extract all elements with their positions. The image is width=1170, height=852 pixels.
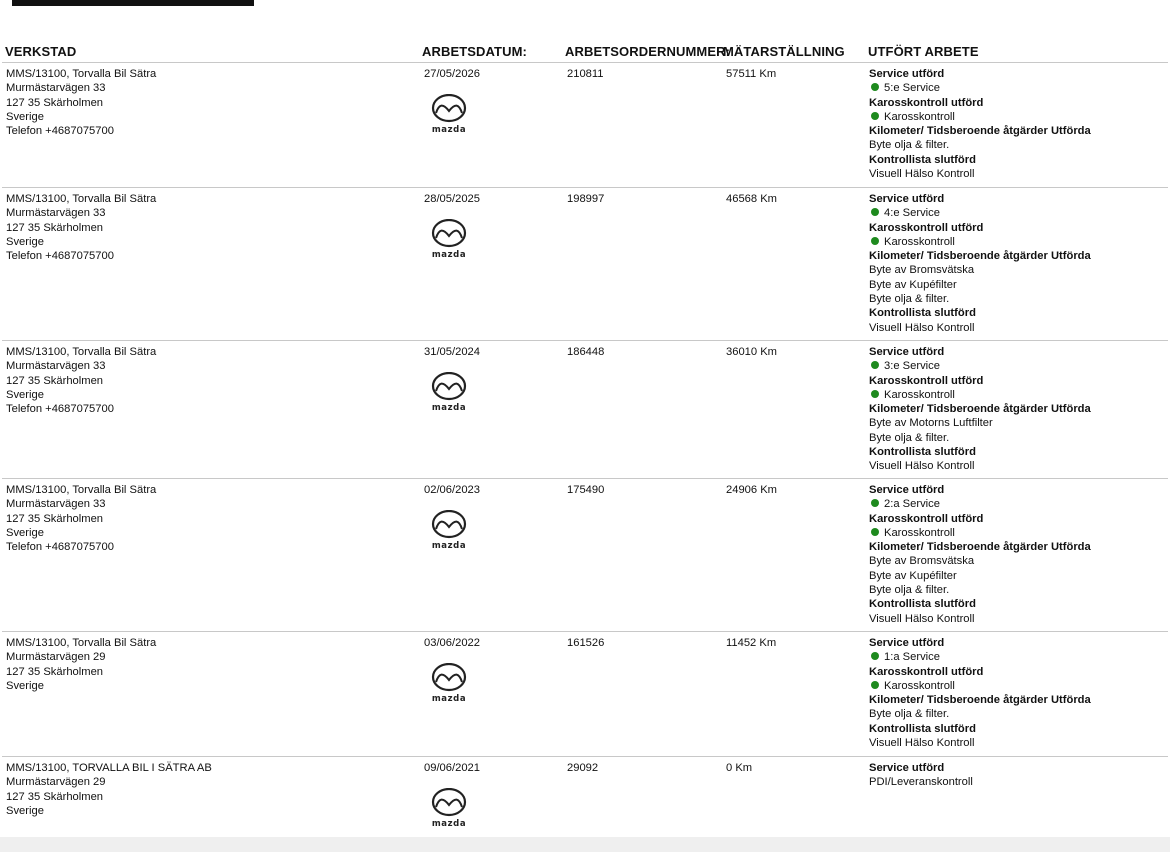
work-performed (869, 67, 1091, 181)
work-item: Kilometer/ Tidsberoende åtgärder Utförda (869, 541, 1091, 554)
work-item-status (869, 110, 1091, 124)
workshop-line: MMS/13100, Torvalla Bil Sätra (6, 484, 157, 496)
mazda-wordmark: mazda (431, 541, 467, 551)
workshop-line: Telefon +4687075700 (6, 250, 114, 263)
workshop-line: Murmästarvägen 33 (6, 82, 106, 95)
work-item: Byte av Bromsvätska (869, 555, 975, 568)
table-row (2, 756, 1168, 838)
work-item: Kontrollista slutförd (869, 153, 976, 166)
mazda-logo-icon (422, 94, 476, 136)
workshop-address (6, 761, 212, 818)
work-date: 27/05/2026 (424, 68, 480, 80)
brand-logo (422, 663, 476, 705)
brand-logo (422, 219, 476, 261)
work-item: Byte olja & filter. (869, 431, 950, 444)
header-arbetsdatum: ARBETSDATUM: (422, 44, 527, 59)
workshop-line: 127 35 Skärholmen (6, 221, 104, 234)
odometer-reading: 24906 Km (726, 484, 777, 496)
work-item: Visuell Hälso Kontroll (869, 737, 975, 750)
workshop-address (6, 192, 156, 263)
workshop-address (6, 345, 156, 416)
work-order-number: 161526 (567, 637, 605, 649)
work-item: Kontrollista slutförd (869, 307, 976, 320)
mazda-wordmark: mazda (431, 694, 467, 704)
work-performed (869, 192, 1091, 335)
work-item-status (869, 650, 1091, 664)
table-row (2, 340, 1168, 479)
mazda-wordmark: mazda (431, 250, 467, 260)
brand-logo (422, 94, 476, 136)
brand-logo (422, 372, 476, 414)
brand-logo (422, 788, 476, 830)
work-item: Kilometer/ Tidsberoende åtgärder Utförda (869, 250, 1091, 263)
work-item: Service utförd (869, 637, 945, 649)
header-arbetsordernummer: ARBETSORDERNUMMER: (565, 44, 731, 59)
work-order-number: 186448 (567, 346, 605, 358)
work-item-status (869, 526, 1091, 540)
work-item: Service utförd (869, 68, 945, 80)
green-status-dot-icon (871, 390, 879, 398)
odometer-reading: 0 Km (726, 762, 753, 774)
work-item-status (869, 81, 1091, 95)
work-item: Karosskontroll utförd (869, 221, 984, 234)
header-matarstallning: MÄTARSTÄLLNING (723, 44, 845, 59)
work-item-status (869, 497, 1091, 511)
work-item: Karosskontroll utförd (869, 374, 984, 387)
work-item: Service utförd (869, 346, 945, 358)
workshop-address (6, 67, 156, 138)
work-item: Visuell Hälso Kontroll (869, 612, 975, 625)
work-item-label: Karosskontroll (884, 235, 955, 248)
work-item-status (869, 679, 1091, 693)
work-item: Visuell Hälso Kontroll (869, 168, 975, 181)
work-item-status (869, 388, 1091, 402)
workshop-line: MMS/13100, Torvalla Bil Sätra (6, 637, 157, 649)
work-item: Byte olja & filter. (869, 584, 950, 597)
work-item: Karosskontroll utförd (869, 96, 984, 109)
green-status-dot-icon (871, 681, 879, 689)
mazda-logo-icon (422, 219, 476, 261)
table-row (2, 478, 1168, 632)
work-item: Byte av Kupéfilter (869, 278, 957, 291)
workshop-line: Murmästarvägen 33 (6, 360, 106, 373)
work-item-label: Karosskontroll (884, 526, 955, 539)
work-item: Byte av Motorns Luftfilter (869, 417, 993, 430)
work-date: 28/05/2025 (424, 193, 480, 205)
workshop-line: 127 35 Skärholmen (6, 374, 104, 387)
work-item-label: Karosskontroll (884, 388, 955, 401)
mazda-logo-icon (422, 372, 476, 414)
workshop-line: Sverige (6, 110, 44, 123)
work-item-label: Karosskontroll (884, 110, 955, 123)
work-item-status (869, 235, 1091, 249)
workshop-address (6, 483, 156, 554)
work-item: Karosskontroll utförd (869, 665, 984, 678)
work-item: Visuell Hälso Kontroll (869, 321, 975, 334)
work-item: Kilometer/ Tidsberoende åtgärder Utförda (869, 694, 1091, 707)
work-item: Service utförd (869, 193, 945, 205)
green-status-dot-icon (871, 361, 879, 369)
work-item: Visuell Hälso Kontroll (869, 460, 975, 473)
workshop-line: MMS/13100, TORVALLA BIL I SÄTRA AB (6, 762, 212, 774)
header-utfort-arbete: UTFÖRT ARBETE (868, 44, 979, 59)
work-performed (869, 345, 1091, 474)
bottom-strip (0, 837, 1170, 852)
work-item: Byte olja & filter. (869, 708, 950, 721)
work-item: Byte olja & filter. (869, 293, 950, 306)
work-item: Byte av Bromsvätska (869, 264, 975, 277)
work-item: Service utförd (869, 484, 945, 496)
work-item: Service utförd (869, 762, 945, 774)
work-order-number: 175490 (567, 484, 605, 496)
workshop-line: Telefon +4687075700 (6, 541, 114, 554)
work-date: 02/06/2023 (424, 484, 480, 496)
work-item-label: Karosskontroll (884, 679, 955, 692)
mazda-logo-icon (422, 663, 476, 705)
work-item-label: 3:e Service (884, 360, 940, 373)
workshop-address (6, 636, 156, 693)
mazda-logo-icon (422, 510, 476, 552)
work-item: PDI/Leveranskontroll (869, 776, 973, 789)
work-item-label: 5:e Service (884, 82, 940, 95)
workshop-line: Sverige (6, 235, 44, 248)
workshop-line: Murmästarvägen 29 (6, 651, 106, 664)
table-row (2, 631, 1168, 757)
work-item-label: 4:e Service (884, 207, 940, 220)
odometer-reading: 57511 Km (726, 68, 777, 80)
work-item-label: 1:a Service (884, 651, 940, 664)
work-performed (869, 636, 1091, 750)
work-order-number: 29092 (567, 762, 599, 774)
odometer-reading: 46568 Km (726, 193, 777, 205)
workshop-line: Sverige (6, 526, 44, 539)
workshop-line: Murmästarvägen 33 (6, 207, 106, 220)
workshop-line: 127 35 Skärholmen (6, 512, 104, 525)
mazda-logo-icon (422, 788, 476, 830)
odometer-reading: 11452 Km (726, 637, 777, 649)
mazda-wordmark: mazda (431, 819, 467, 829)
work-item-status (869, 359, 1091, 373)
work-order-number: 210811 (567, 68, 604, 80)
workshop-line: MMS/13100, Torvalla Bil Sätra (6, 193, 157, 205)
workshop-line: Telefon +4687075700 (6, 403, 114, 416)
work-date: 31/05/2024 (424, 346, 480, 358)
work-performed (869, 483, 1091, 626)
brand-logo (422, 510, 476, 552)
work-date: 03/06/2022 (424, 637, 480, 649)
workshop-line: Murmästarvägen 33 (6, 498, 106, 511)
table-row (2, 187, 1168, 341)
work-item: Karosskontroll utförd (869, 512, 984, 525)
header-verkstad: VERKSTAD (5, 44, 77, 59)
green-status-dot-icon (871, 499, 879, 507)
mazda-wordmark: mazda (431, 125, 467, 135)
top-black-bar (12, 0, 254, 6)
workshop-line: MMS/13100, Torvalla Bil Sätra (6, 68, 157, 80)
work-item-label: 2:a Service (884, 498, 940, 511)
workshop-line: Telefon +4687075700 (6, 125, 114, 138)
green-status-dot-icon (871, 83, 879, 91)
work-item: Kilometer/ Tidsberoende åtgärder Utförda (869, 403, 1091, 416)
work-date: 09/06/2021 (424, 762, 480, 774)
green-status-dot-icon (871, 652, 879, 660)
workshop-line: Murmästarvägen 29 (6, 776, 106, 789)
work-item: Kilometer/ Tidsberoende åtgärder Utförda (869, 125, 1091, 138)
work-item: Kontrollista slutförd (869, 722, 976, 735)
workshop-line: 127 35 Skärholmen (6, 790, 104, 803)
work-item: Byte olja & filter. (869, 139, 950, 152)
odometer-reading: 36010 Km (726, 346, 777, 358)
green-status-dot-icon (871, 528, 879, 536)
green-status-dot-icon (871, 112, 879, 120)
workshop-line: MMS/13100, Torvalla Bil Sätra (6, 346, 157, 358)
workshop-line: Sverige (6, 804, 44, 817)
workshop-line: 127 35 Skärholmen (6, 665, 104, 678)
work-order-number: 198997 (567, 193, 605, 205)
workshop-line: Sverige (6, 679, 44, 692)
work-item: Byte av Kupéfilter (869, 569, 957, 582)
work-item: Kontrollista slutförd (869, 598, 976, 611)
green-status-dot-icon (871, 208, 879, 216)
work-performed (869, 761, 973, 790)
work-item: Kontrollista slutförd (869, 446, 976, 459)
workshop-line: Sverige (6, 388, 44, 401)
table-row (2, 62, 1168, 188)
workshop-line: 127 35 Skärholmen (6, 96, 104, 109)
green-status-dot-icon (871, 237, 879, 245)
mazda-wordmark: mazda (431, 403, 467, 413)
work-item-status (869, 206, 1091, 220)
